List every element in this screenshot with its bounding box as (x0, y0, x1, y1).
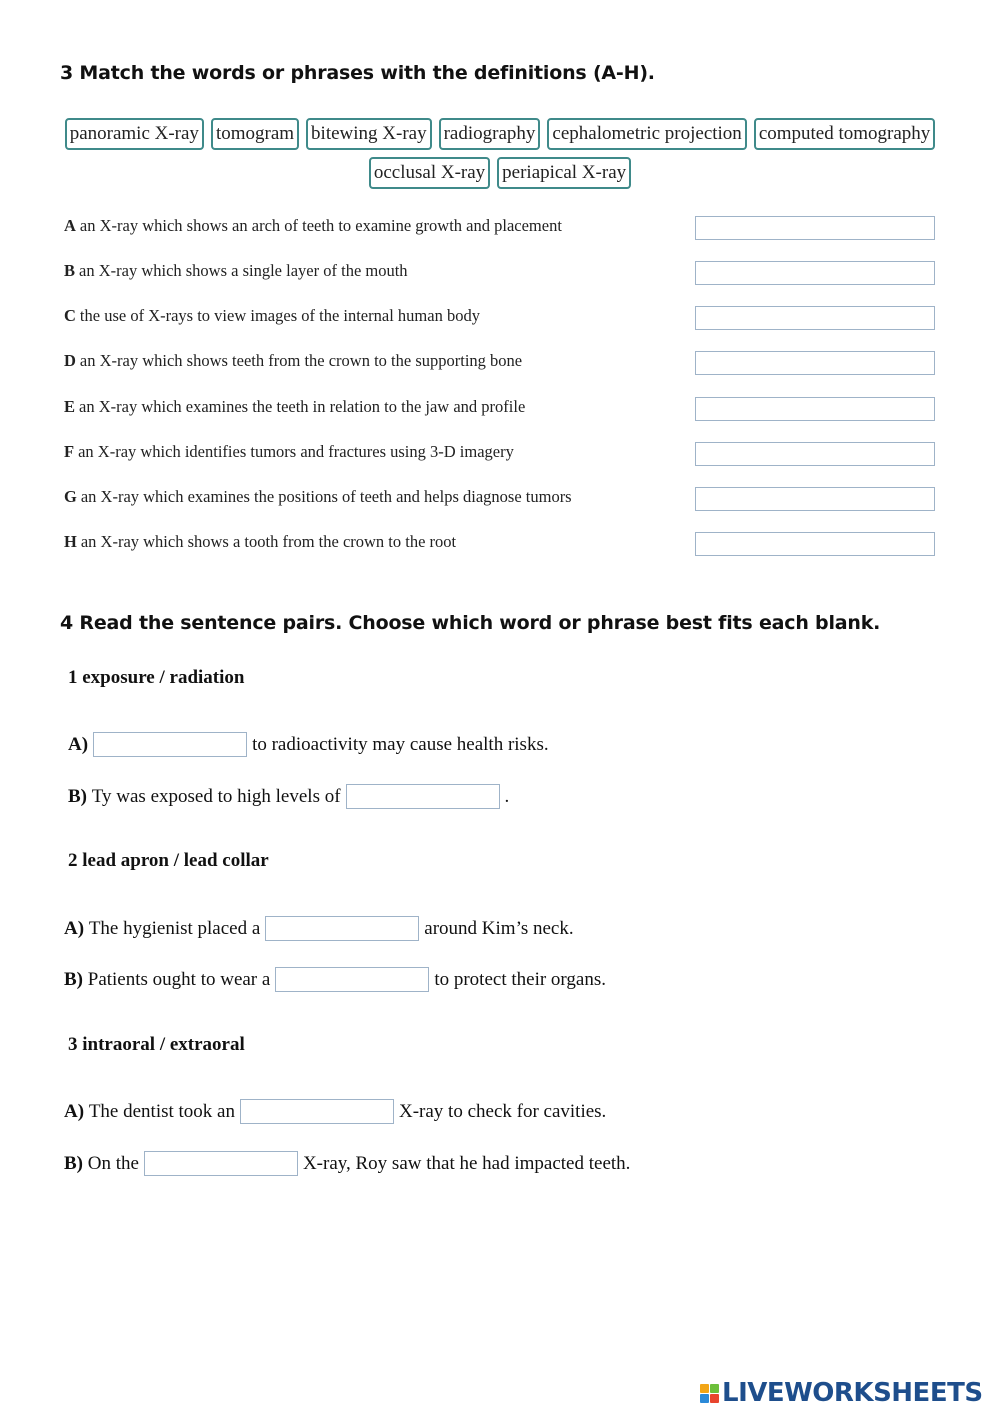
pair-2-blank-b[interactable] (275, 967, 429, 992)
sentence-before: On the (87, 1152, 139, 1174)
answer-box-h[interactable] (695, 532, 935, 556)
sentence-label: B) (68, 785, 87, 807)
definition-c (64, 306, 480, 326)
definition-text: an X-ray which shows an arch of teeth to examine growth and placement (79, 216, 562, 235)
pair-3-sentence-a (64, 1099, 606, 1124)
word-chip-panoramic-x-ray[interactable]: panoramic X-ray (65, 118, 204, 150)
pair-2-title: 2 lead apron / lead collar (68, 850, 269, 871)
answer-box-d[interactable] (695, 351, 935, 375)
word-bank (40, 118, 960, 189)
logo-text: LIVEWORKSHEETS (722, 1378, 983, 1408)
logo-square-icon (700, 1394, 709, 1403)
word-chip-radiography[interactable]: radiography (439, 118, 541, 150)
pair-3-title: 3 intraoral / extraoral (68, 1034, 245, 1055)
answer-box-e[interactable] (695, 397, 935, 421)
definition-letter: A (64, 216, 76, 235)
word-chip-tomogram[interactable]: tomogram (211, 118, 299, 150)
sentence-after: . (504, 785, 510, 807)
definition-g (64, 487, 572, 507)
definition-text: an X-ray which identifies tumors and fractures using 3-D imagery (78, 442, 514, 461)
pair-1-sentence-b (68, 784, 509, 809)
definition-a (64, 216, 562, 236)
definition-letter: E (64, 397, 76, 416)
answer-box-g[interactable] (695, 487, 935, 511)
definition-text: an X-ray which shows a single layer of the mouth (79, 261, 408, 280)
word-chip-computed-tomography[interactable]: computed tomography (754, 118, 936, 150)
sentence-after: X-ray to check for cavities. (398, 1100, 607, 1122)
answer-box-a[interactable] (695, 216, 935, 240)
sentence-before: The hygienist placed a (88, 917, 261, 939)
sentence-after: to protect their organs. (434, 968, 606, 990)
logo-square-icon (700, 1384, 709, 1393)
pair-2-blank-a[interactable] (265, 916, 419, 941)
sentence-before: The dentist took an (88, 1100, 235, 1122)
pair-1-blank-a[interactable] (93, 732, 247, 757)
pair-3-blank-a[interactable] (240, 1099, 394, 1124)
sentence-label: B) (64, 1152, 83, 1174)
definition-letter: B (64, 261, 76, 280)
section-3-heading: 3 Match the words or phrases with the definitions (A-H). (60, 62, 655, 84)
definition-letter: H (64, 532, 77, 551)
section-4-heading: 4 Read the sentence pairs. Choose which word or phrase best fits each blank. (60, 612, 881, 634)
sentence-after: around Kim’s neck. (424, 917, 574, 939)
definition-h (64, 532, 456, 552)
pair-1-title: 1 exposure / radiation (68, 667, 245, 688)
sentence-before: Ty was exposed to high levels of (91, 785, 341, 807)
sentence-before: Patients ought to wear a (87, 968, 271, 990)
sentence-label: B) (64, 968, 83, 990)
logo-square-icon (710, 1384, 719, 1393)
sentence-label: A) (64, 1100, 85, 1122)
definition-text: the use of X-rays to view images of the internal human body (79, 306, 480, 325)
word-chip-periapical-x-ray[interactable]: periapical X-ray (497, 157, 631, 189)
definition-text: an X-ray which examines the positions of teeth and helps diagnose tumors (80, 487, 572, 506)
definition-text: an X-ray which shows teeth from the crown to the supporting bone (79, 351, 523, 370)
sentence-label: A) (68, 733, 89, 755)
pair-3-sentence-b (64, 1151, 630, 1176)
pair-2-sentence-a (64, 916, 574, 941)
word-chip-cephalometric-projection[interactable]: cephalometric projection (547, 118, 746, 150)
definition-letter: G (64, 487, 77, 506)
definition-d (64, 351, 522, 371)
pair-3-blank-b[interactable] (144, 1151, 298, 1176)
sentence-after: X-ray, Roy saw that he had impacted teeth. (302, 1152, 631, 1174)
sentence-label: A) (64, 917, 85, 939)
definition-b (64, 261, 408, 281)
definition-text: an X-ray which shows a tooth from the crown to the root (80, 532, 457, 551)
definition-letter: C (64, 306, 76, 325)
word-chip-bitewing-x-ray[interactable]: bitewing X-ray (306, 118, 432, 150)
answer-box-c[interactable] (695, 306, 935, 330)
definition-text: an X-ray which examines the teeth in relation to the jaw and profile (79, 397, 526, 416)
word-chip-occlusal-x-ray[interactable]: occlusal X-ray (369, 157, 490, 189)
definition-e (64, 397, 525, 417)
logo-mark-icon (700, 1384, 719, 1403)
logo-square-icon (710, 1394, 719, 1403)
pair-1-blank-b[interactable] (346, 784, 500, 809)
pair-1-sentence-a (68, 732, 549, 757)
answer-box-f[interactable] (695, 442, 935, 466)
definition-letter: F (64, 442, 75, 461)
liveworksheets-logo (700, 1378, 983, 1408)
sentence-after: to radioactivity may cause health risks. (252, 733, 549, 755)
pair-2-sentence-b (64, 967, 606, 992)
answer-box-b[interactable] (695, 261, 935, 285)
definition-letter: D (64, 351, 76, 370)
definition-f (64, 442, 514, 462)
